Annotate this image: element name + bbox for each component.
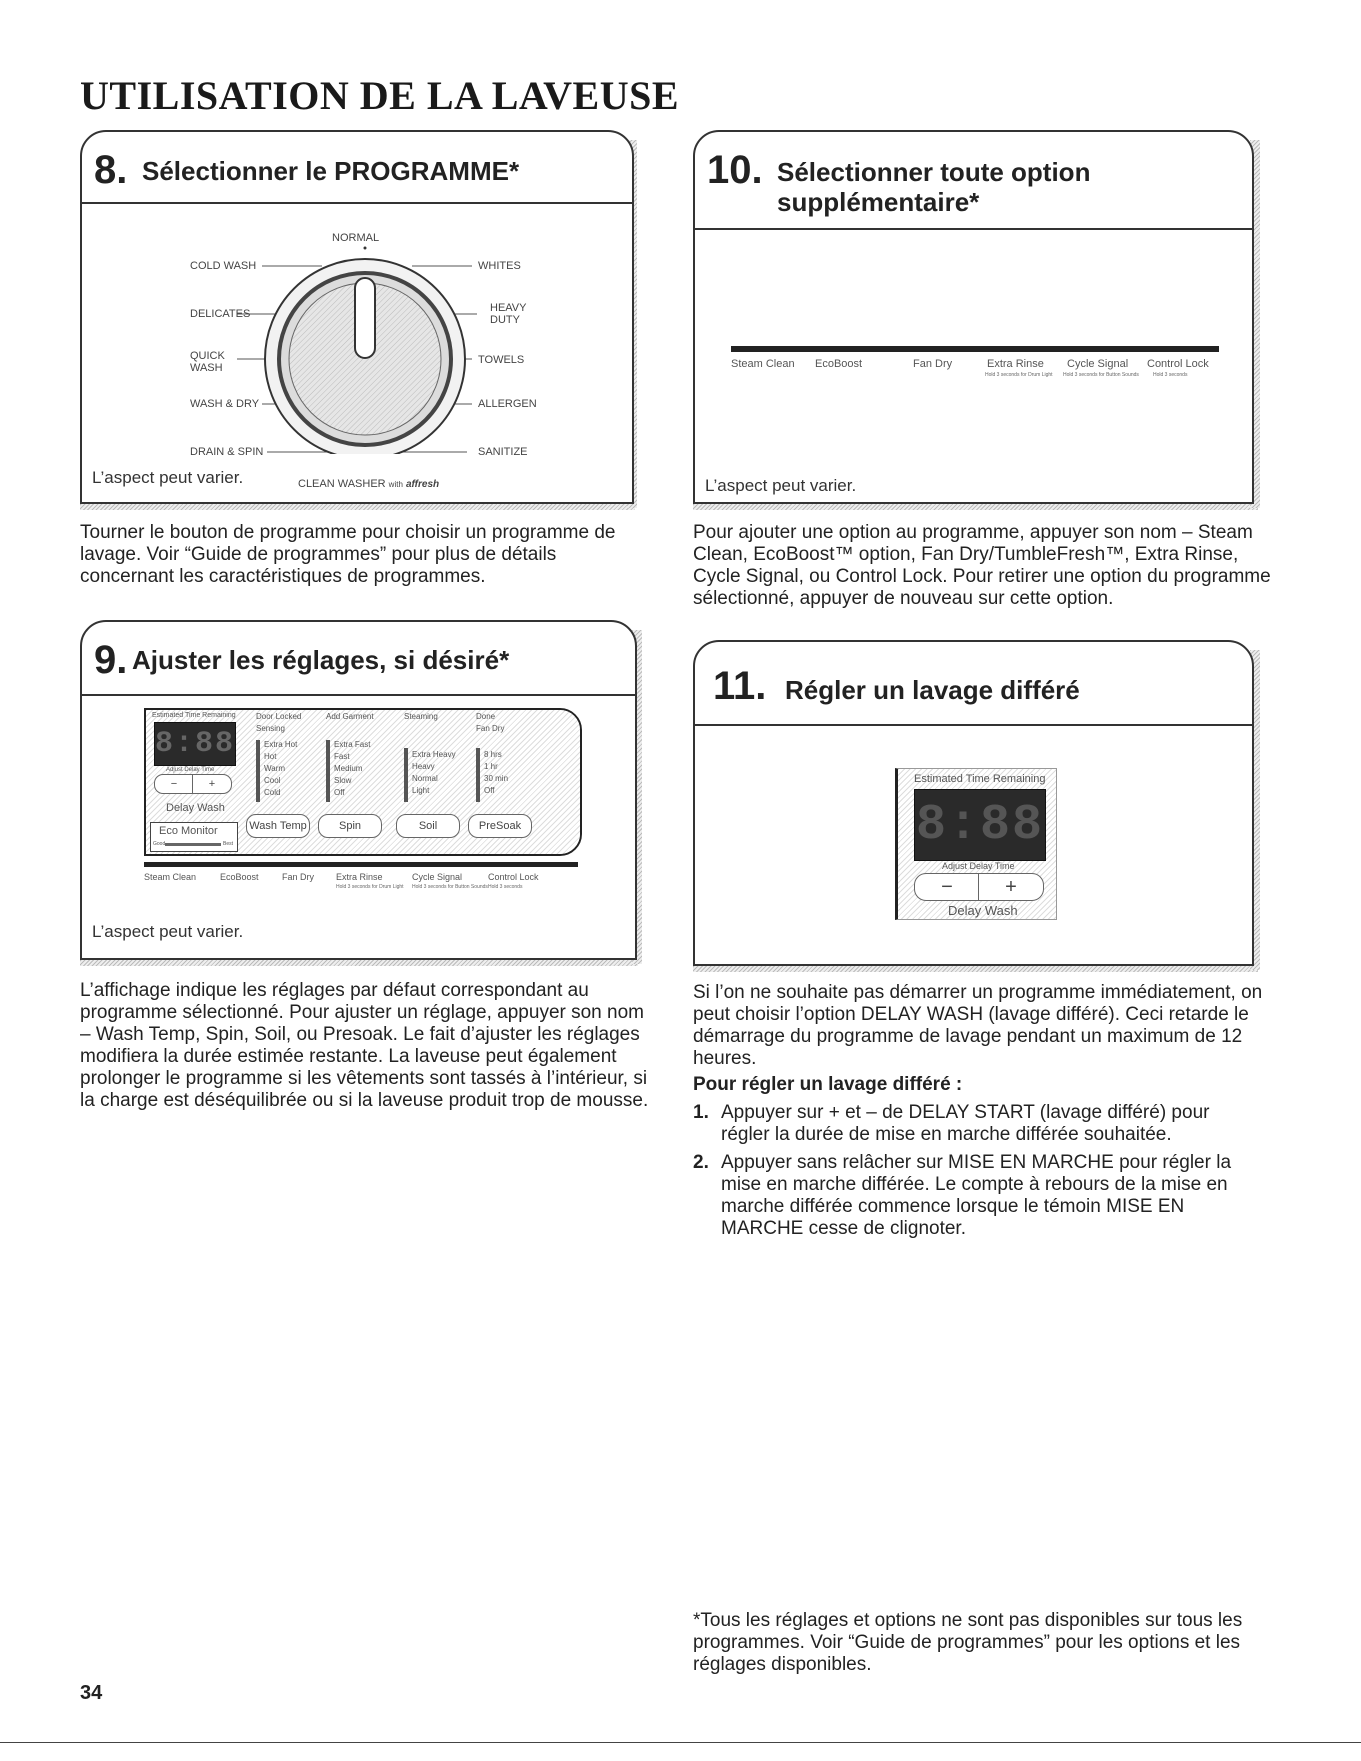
status-light: Door Locked <box>256 712 302 721</box>
delay-wash-button[interactable]: Delay Wash <box>948 903 1018 918</box>
option-cycle-signal[interactable]: Cycle Signal <box>412 872 463 882</box>
dial-label-text: CLEAN WASHER <box>298 478 386 490</box>
dial-label-clean-washer <box>298 478 439 490</box>
temp-level: Cool <box>264 776 281 785</box>
step10-body: Pour ajouter une option au programme, appuyer son nom – Steam Clean, EcoBoost™ option, Fan Dry/TumbleFresh™, Extra Rinse, Cycle Signal, ou Control Lock. Pour retirer une option du programme sélectionné, appuyer de nouveau sur cette option. <box>693 522 1271 609</box>
list-text: Appuyer sans relâcher sur MISE EN MARCHE pour régler la mise en marche différée. Le compte à rebours de la mise en marche différée commence lorsque le témoin MISE EN MARCHE cesse de clignoter. <box>721 1152 1232 1239</box>
status-light: Add Garment <box>326 712 374 721</box>
status-light: Fan Dry <box>476 724 505 733</box>
time-display <box>914 789 1046 861</box>
step-number: 10. <box>707 148 763 192</box>
dial-label: ALLERGEN <box>478 398 537 410</box>
adjust-delay-label: Adjust Delay Time <box>942 861 1015 871</box>
option-note: Hold 3 seconds for Drum Light <box>985 372 1053 378</box>
eco-meter <box>165 843 221 846</box>
status-light: Sensing <box>256 724 285 733</box>
step11-body: Si l’on ne souhaite pas démarrer un programme immédiatement, on peut choisir l’option DELAY WASH (lavage différé). Ceci retarde le démarrage du programme de lavage pendant un maximum de 12 heures. <box>693 982 1263 1069</box>
step-title-line2: supplémentaire* <box>777 187 980 217</box>
wash-temp-button[interactable]: Wash Temp <box>246 814 310 838</box>
step10-panel <box>693 130 1254 504</box>
delay-wash-button[interactable]: Delay Wash <box>166 802 225 814</box>
image-caption: L’aspect peut varier. <box>705 476 857 495</box>
soil-level: Extra Heavy <box>412 750 456 759</box>
step-number: 8. <box>94 148 128 192</box>
option-control-lock[interactable]: Control Lock <box>488 872 539 882</box>
step8-body: Tourner le bouton de programme pour choisir un programme de lavage. Voir “Guide de programmes” pour plus de détails concernant les caractéristiques de programmes. <box>80 522 616 587</box>
dial-label: DRAIN & SPIN <box>190 446 264 458</box>
time-display <box>154 722 236 766</box>
soil-level: Light <box>412 786 430 795</box>
step8-panel <box>80 130 634 504</box>
step-number: 9. <box>94 638 128 682</box>
presoak-button[interactable]: PreSoak <box>468 814 532 838</box>
option-fan-dry[interactable]: Fan Dry <box>913 358 953 370</box>
page-number: 34 <box>80 1682 103 1704</box>
page-title: UTILISATION DE LA LAVEUSE <box>80 73 680 118</box>
delay-minus-button[interactable]: − <box>154 774 194 794</box>
control-display <box>144 708 582 856</box>
option-control-lock[interactable]: Control Lock <box>1147 358 1209 370</box>
step9-body: L’affichage indique les réglages par défaut correspondant au programme sélectionné. Pour ajuster un réglage, appuyer son nom – Wash Temp, Spin, Soil, ou Presoak. Le fait d’ajuster les réglages modifiera la durée estimée restante. La laveuse peut également prolonger le programme si les vêtements sont tassés à l’intérieur, si la charge est déséquilibrée ou si la laveuse produit trop de mousse. <box>80 980 649 1111</box>
list-item <box>693 1152 1273 1252</box>
options-bar <box>731 346 1219 352</box>
list-number: 2. <box>693 1152 709 1173</box>
status-light: Done <box>476 712 496 721</box>
step9-panel <box>80 620 637 960</box>
image-caption: L’aspect peut varier. <box>92 468 244 487</box>
option-steam-clean[interactable]: Steam Clean <box>731 358 795 370</box>
adjust-delay-label: Adjust Delay Time <box>166 767 215 773</box>
presoak-level: 1 hr <box>484 762 498 771</box>
option-ecoboost[interactable]: EcoBoost <box>220 872 259 882</box>
spin-button[interactable]: Spin <box>318 814 382 838</box>
status-light: Steaming <box>404 712 438 721</box>
time-label: Estimated Time Remaining <box>152 712 236 719</box>
step11-panel <box>693 640 1254 966</box>
step11-header <box>695 642 1252 726</box>
spin-level: Off <box>334 788 345 797</box>
eco-good-label: Good <box>153 841 166 847</box>
option-ecoboost[interactable]: EcoBoost <box>815 358 863 370</box>
step-title: Sélectionner le PROGRAMME* <box>142 156 520 186</box>
time-digits: 8:88 <box>915 796 1045 854</box>
step8-header <box>82 132 632 204</box>
dial-label: DELICATES <box>190 308 251 320</box>
soil-level: Heavy <box>412 762 435 771</box>
eco-monitor-label: Eco Monitor <box>159 825 218 837</box>
temp-level: Hot <box>264 752 277 761</box>
spin-level: Medium <box>334 764 363 773</box>
image-caption: L’aspect peut varier. <box>92 922 244 941</box>
list-text: Appuyer sur + et – de DELAY START (lavage différé) pour régler la durée de mise en marche différée souhaitée. <box>721 1102 1210 1145</box>
option-note: Hold 3 seconds for Button Sounds <box>412 884 488 890</box>
eco-best-label: Best <box>223 841 234 847</box>
footnote: *Tous les réglages et options ne sont pas disponibles sur tous les programmes. Voir “Guide de programmes” pour les options et les réglages disponibles. <box>693 1610 1243 1675</box>
dial-pointer <box>355 278 375 358</box>
presoak-level: 30 min <box>484 774 509 783</box>
delay-plus-button[interactable]: + <box>192 774 232 794</box>
spin-level: Slow <box>334 776 352 785</box>
option-note: Hold 3 seconds for Drum Light <box>336 884 404 890</box>
dial-label-suffix: with <box>388 480 403 489</box>
eco-monitor <box>150 822 238 852</box>
step-title: Régler un lavage différé <box>785 675 1080 705</box>
dial-label: SANITIZE <box>478 446 528 458</box>
dial-label: TOWELS <box>478 354 525 366</box>
affresh-logo: affresh <box>405 479 440 490</box>
list-item <box>693 1102 1273 1152</box>
temp-level: Warm <box>264 764 286 773</box>
soil-button[interactable]: Soil <box>396 814 460 838</box>
step-title: Ajuster les réglages, si désiré* <box>132 645 510 675</box>
spin-level: Extra Fast <box>334 740 371 749</box>
option-cycle-signal[interactable]: Cycle Signal <box>1067 358 1129 370</box>
option-note: Hold 3 seconds for Button Sounds <box>1063 372 1139 378</box>
option-extra-rinse[interactable]: Extra Rinse <box>336 872 383 882</box>
option-note: Hold 3 seconds <box>1153 372 1188 378</box>
step9-header <box>82 622 635 696</box>
delay-display <box>895 768 1057 920</box>
option-note: Hold 3 seconds <box>488 884 523 890</box>
time-digits: 8:88 <box>155 727 236 761</box>
step10-header <box>695 132 1252 230</box>
dial-label: COLD WASH <box>190 260 257 272</box>
soil-level: Normal <box>412 774 438 783</box>
time-label: Estimated Time Remaining <box>914 773 1046 785</box>
dial-label: WASH <box>190 362 223 374</box>
step11-subheading: Pour régler un lavage différé : <box>693 1074 963 1095</box>
temp-level: Cold <box>264 788 281 797</box>
dial-label: HEAVY <box>490 302 527 314</box>
spin-level: Fast <box>334 752 350 761</box>
presoak-level: 8 hrs <box>484 750 502 759</box>
dial-label: DUTY <box>490 314 520 326</box>
dial-label-normal: NORMAL <box>332 232 380 244</box>
dial-label: QUICK <box>190 350 225 362</box>
dial-label: WHITES <box>478 260 521 272</box>
dial-label: WASH & DRY <box>190 398 260 410</box>
option-steam-clean[interactable]: Steam Clean <box>144 872 197 882</box>
step11-instructions <box>693 1102 1273 1252</box>
step-title: Sélectionner toute option <box>777 157 1091 187</box>
presoak-level: Off <box>484 786 495 795</box>
step-number: 11. <box>713 664 767 708</box>
delay-minus-button[interactable]: − <box>914 873 980 901</box>
list-number: 1. <box>693 1102 709 1123</box>
bottom-rule <box>0 1742 1361 1743</box>
temp-level: Extra Hot <box>264 740 298 749</box>
option-extra-rinse[interactable]: Extra Rinse <box>987 358 1044 370</box>
delay-plus-button[interactable]: + <box>978 873 1044 901</box>
option-fan-dry[interactable]: Fan Dry <box>282 872 315 882</box>
options-bar <box>144 862 578 867</box>
